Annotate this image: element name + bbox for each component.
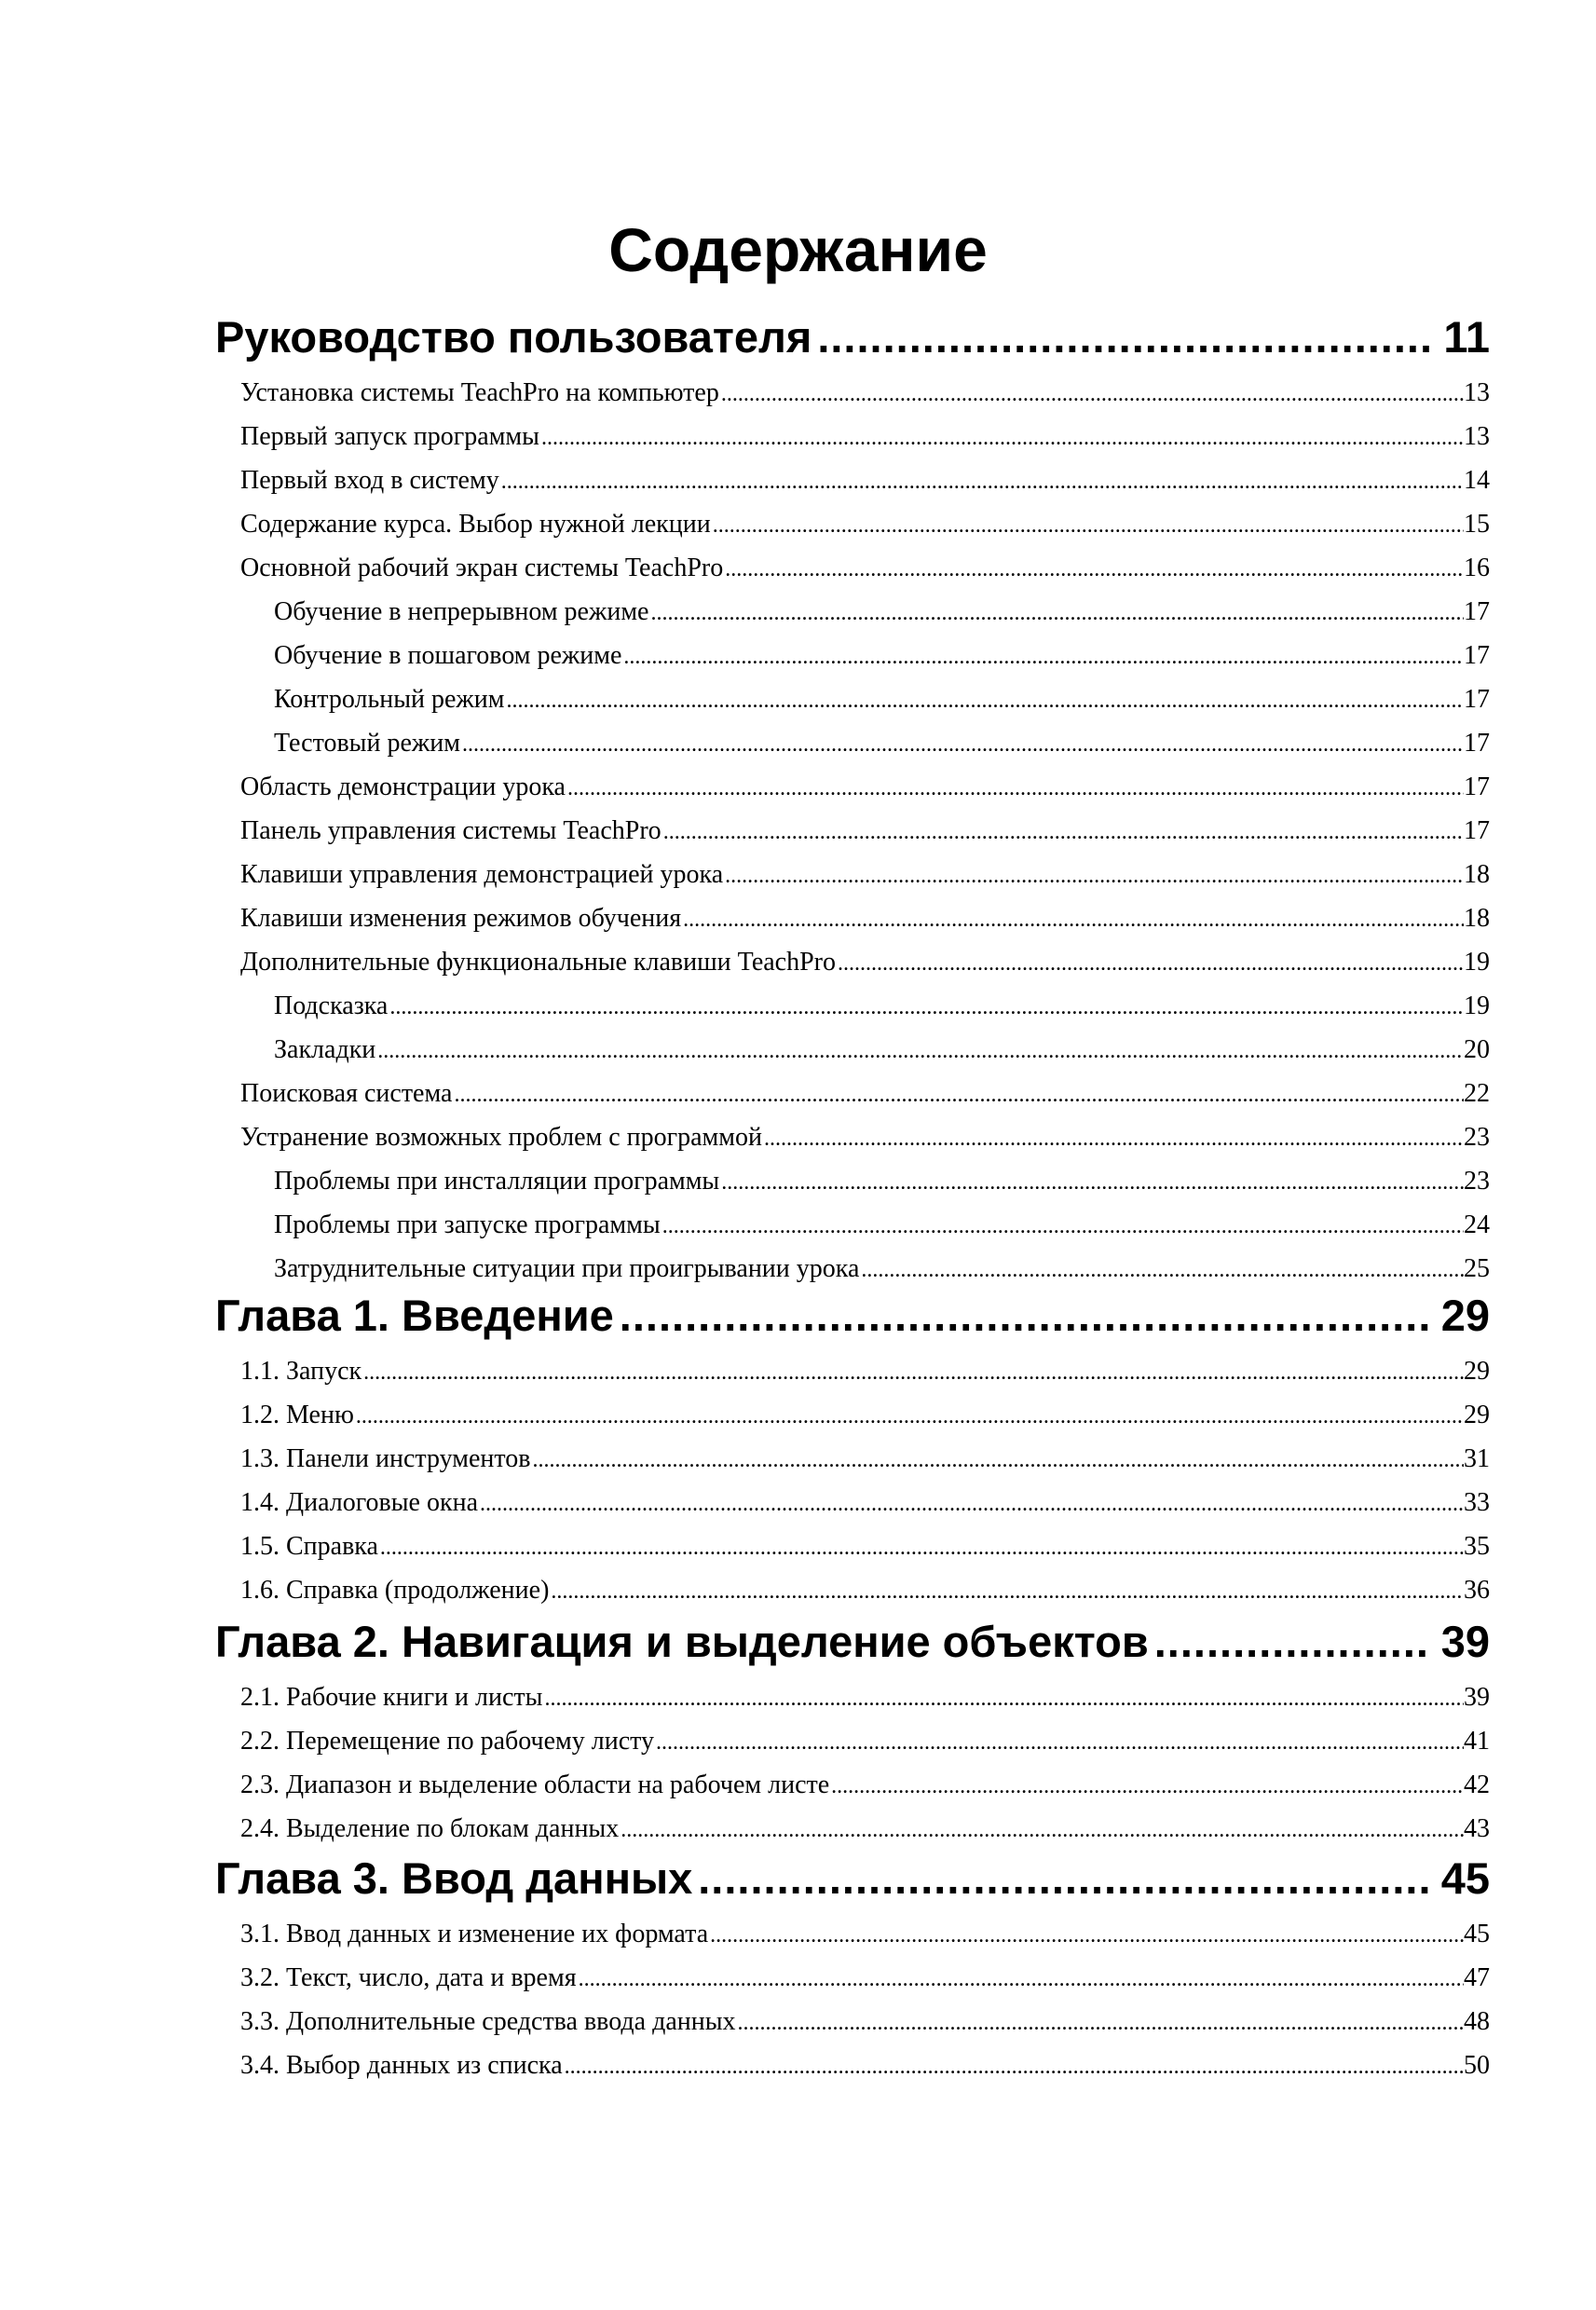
dot-leader bbox=[721, 375, 1464, 413]
toc-entry[interactable] bbox=[274, 1032, 1490, 1069]
dot-leader bbox=[1154, 1614, 1428, 1670]
toc-page-number: 42 bbox=[1464, 1770, 1490, 1799]
toc-entry-label: Глава 1. Введение bbox=[215, 1291, 614, 1340]
toc-entry-label: Основной рабочий экран системы TeachPro bbox=[240, 554, 724, 582]
toc-page-number: 19 bbox=[1464, 991, 1490, 1020]
toc-entry-label: Проблемы при инсталляции программы bbox=[274, 1167, 720, 1196]
toc-entry-label: Первый вход в систему bbox=[240, 466, 499, 495]
toc-entry[interactable] bbox=[240, 462, 1490, 499]
chapter-heading[interactable] bbox=[215, 309, 1490, 365]
toc-page-number: 16 bbox=[1464, 554, 1490, 582]
toc-page-number: 29 bbox=[1440, 1291, 1490, 1340]
toc-page-number: 31 bbox=[1464, 1444, 1490, 1473]
dot-leader bbox=[663, 813, 1464, 851]
toc-entry-label: 2.1. Рабочие книги и листы bbox=[240, 1683, 543, 1712]
dot-leader bbox=[544, 1679, 1464, 1717]
toc-entry-label: Содержание курса. Выбор нужной лекции bbox=[240, 510, 711, 539]
toc-entry[interactable] bbox=[240, 769, 1490, 806]
dot-leader bbox=[817, 309, 1430, 365]
toc-entry-label: Клавиши управления демонстрацией урока bbox=[240, 860, 724, 889]
dot-leader bbox=[764, 1119, 1464, 1157]
toc-entry[interactable] bbox=[274, 594, 1490, 631]
toc-entry[interactable] bbox=[240, 1960, 1490, 1997]
chapter-heading[interactable] bbox=[215, 1614, 1490, 1670]
toc-entry[interactable] bbox=[240, 506, 1490, 543]
toc-entry[interactable] bbox=[240, 856, 1490, 894]
toc-entry-label: Поисковая система bbox=[240, 1079, 453, 1108]
toc-page-number: 17 bbox=[1464, 729, 1490, 758]
toc-entry[interactable] bbox=[274, 988, 1490, 1025]
dot-leader bbox=[579, 1960, 1464, 1998]
toc-page-number: 35 bbox=[1464, 1532, 1490, 1561]
dot-leader bbox=[831, 1767, 1464, 1805]
toc-entry-label: 3.2. Текст, число, дата и время bbox=[240, 1963, 577, 1992]
toc-entry-label: Тестовый режим bbox=[274, 729, 460, 758]
dot-leader bbox=[698, 1851, 1427, 1907]
toc-entry-label: 1.2. Меню bbox=[240, 1401, 354, 1429]
dot-leader bbox=[380, 1528, 1464, 1566]
toc-page-number: 20 bbox=[1464, 1035, 1490, 1064]
dot-leader bbox=[377, 1032, 1464, 1070]
toc-page-number: 29 bbox=[1464, 1357, 1490, 1386]
dot-leader bbox=[506, 681, 1464, 719]
toc-page-number: 15 bbox=[1464, 510, 1490, 539]
dot-leader bbox=[656, 1723, 1464, 1761]
toc-entry[interactable] bbox=[240, 1353, 1490, 1390]
page-title: Содержание bbox=[608, 215, 988, 284]
toc-entry-label: Панель управления системы TeachPro bbox=[240, 816, 662, 845]
dot-leader bbox=[738, 2003, 1464, 2042]
toc-page-number: 18 bbox=[1464, 860, 1490, 889]
dot-leader bbox=[541, 418, 1464, 457]
toc-page-number: 23 bbox=[1464, 1123, 1490, 1152]
dot-leader bbox=[725, 856, 1464, 895]
dot-leader bbox=[356, 1397, 1464, 1435]
toc-entry-label: Подсказка bbox=[274, 991, 389, 1020]
toc-entry[interactable] bbox=[240, 1811, 1490, 1848]
toc-entry[interactable] bbox=[240, 1075, 1490, 1113]
toc-entry[interactable] bbox=[274, 637, 1490, 675]
toc-entry[interactable] bbox=[274, 1163, 1490, 1200]
toc-entry[interactable] bbox=[240, 1767, 1490, 1804]
toc-page-number: 17 bbox=[1464, 772, 1490, 801]
toc-entry-label: 2.4. Выделение по блокам данных bbox=[240, 1814, 620, 1843]
toc-page-number: 25 bbox=[1464, 1254, 1490, 1283]
dot-leader bbox=[721, 1163, 1464, 1201]
toc-entry-label: Клавиши изменения режимов обучения bbox=[240, 904, 682, 933]
dot-leader bbox=[462, 725, 1464, 763]
dot-leader bbox=[623, 637, 1464, 676]
dot-leader bbox=[567, 769, 1464, 807]
dot-leader bbox=[532, 1441, 1464, 1479]
toc-entry-label: Проблемы при запуске программы bbox=[274, 1210, 661, 1239]
chapter-heading[interactable] bbox=[215, 1851, 1490, 1907]
toc-entry[interactable] bbox=[240, 1119, 1490, 1156]
toc-entry[interactable] bbox=[240, 1916, 1490, 1953]
toc-entry-label: 1.5. Справка bbox=[240, 1532, 378, 1561]
dot-leader bbox=[389, 988, 1464, 1026]
toc-page-number: 33 bbox=[1464, 1488, 1490, 1517]
toc-entry-label: 1.4. Диалоговые окна bbox=[240, 1488, 478, 1517]
toc-entry-label: 2.2. Перемещение по рабочему листу bbox=[240, 1727, 655, 1756]
toc-page-number: 45 bbox=[1440, 1853, 1490, 1903]
toc-entry[interactable] bbox=[240, 1397, 1490, 1434]
toc-page-number: 14 bbox=[1464, 466, 1490, 495]
toc-entry[interactable] bbox=[240, 944, 1490, 981]
toc-entry[interactable] bbox=[240, 2003, 1490, 2041]
toc-entry-label: Глава 3. Ввод данных bbox=[215, 1853, 693, 1903]
toc-entry-label: 1.3. Панели инструментов bbox=[240, 1444, 531, 1473]
dot-leader bbox=[501, 462, 1464, 500]
toc-page-number: 18 bbox=[1464, 904, 1490, 933]
toc-entry[interactable] bbox=[240, 1679, 1490, 1716]
toc-entry[interactable] bbox=[240, 550, 1490, 587]
dot-leader bbox=[713, 506, 1464, 544]
toc-page-number: 11 bbox=[1443, 312, 1490, 362]
toc-page-number: 23 bbox=[1464, 1167, 1490, 1196]
dot-leader bbox=[621, 1811, 1464, 1849]
toc-entry-label: Закладки bbox=[274, 1035, 376, 1064]
toc-page-number: 41 bbox=[1464, 1727, 1490, 1756]
dot-leader bbox=[454, 1075, 1464, 1114]
dot-leader bbox=[861, 1251, 1464, 1289]
toc-page-number: 22 bbox=[1464, 1079, 1490, 1108]
dot-leader bbox=[662, 1207, 1464, 1245]
toc-entry[interactable] bbox=[240, 2047, 1490, 2084]
toc-entry[interactable] bbox=[274, 1251, 1490, 1288]
toc-page-number: 13 bbox=[1464, 422, 1490, 451]
toc-page-number: 17 bbox=[1464, 685, 1490, 714]
chapter-heading[interactable] bbox=[215, 1288, 1490, 1344]
dot-leader bbox=[565, 2047, 1464, 2085]
toc-entry[interactable] bbox=[240, 900, 1490, 937]
toc-page-number: 39 bbox=[1440, 1617, 1490, 1666]
toc-entry-label: 1.6. Справка (продолжение) bbox=[240, 1576, 550, 1605]
toc-page-number: 17 bbox=[1464, 816, 1490, 845]
toc-entry-label: Устранение возможных проблем с программой bbox=[240, 1123, 762, 1152]
toc-page-number: 13 bbox=[1464, 378, 1490, 407]
toc-entry[interactable] bbox=[274, 725, 1490, 762]
toc-entry-label: Установка системы TeachPro на компьютер bbox=[240, 378, 719, 407]
toc-entry-label: Глава 2. Навигация и выделение объектов bbox=[215, 1617, 1149, 1666]
toc-page-number: 48 bbox=[1464, 2007, 1490, 2036]
toc-entry-label: Затруднительные ситуации при проигрывании урока bbox=[274, 1254, 860, 1283]
toc-entry[interactable] bbox=[274, 1207, 1490, 1244]
toc-entry[interactable] bbox=[240, 1441, 1490, 1478]
toc-entry-label: Обучение в непрерывном режиме bbox=[274, 597, 649, 626]
toc-page-number: 43 bbox=[1464, 1814, 1490, 1843]
toc-entry[interactable] bbox=[240, 1723, 1490, 1760]
toc-entry-label: 3.3. Дополнительные средства ввода данных bbox=[240, 2007, 736, 2036]
toc-page-number: 19 bbox=[1464, 948, 1490, 977]
toc-entry-label: Обучение в пошаговом режиме bbox=[274, 641, 622, 670]
toc-page-number: 39 bbox=[1464, 1683, 1490, 1712]
toc-entry-label: 2.3. Диапазон и выделение области на рабочем листе bbox=[240, 1770, 830, 1799]
dot-leader bbox=[363, 1353, 1464, 1391]
toc-entry[interactable] bbox=[240, 375, 1490, 412]
toc-page-number: 29 bbox=[1464, 1401, 1490, 1429]
dot-leader bbox=[480, 1484, 1464, 1523]
dot-leader bbox=[710, 1916, 1464, 1954]
toc-entry-label: Область демонстрации урока bbox=[240, 772, 566, 801]
toc-page-number: 17 bbox=[1464, 597, 1490, 626]
toc-entry-label: Контрольный режим bbox=[274, 685, 505, 714]
dot-leader bbox=[650, 594, 1464, 632]
toc-entry[interactable] bbox=[240, 1528, 1490, 1565]
dot-leader bbox=[620, 1288, 1428, 1344]
toc-entry-label: 1.1. Запуск bbox=[240, 1357, 362, 1386]
dot-leader bbox=[551, 1572, 1464, 1610]
dot-leader bbox=[725, 550, 1464, 588]
toc-entry-label: 3.1. Ввод данных и изменение их формата bbox=[240, 1920, 709, 1948]
toc-page-number: 50 bbox=[1464, 2051, 1490, 2080]
toc-entry-label: Первый запуск программы bbox=[240, 422, 539, 451]
toc-entry[interactable] bbox=[240, 1572, 1490, 1609]
toc-page-number: 24 bbox=[1464, 1210, 1490, 1239]
toc-entry[interactable] bbox=[240, 418, 1490, 456]
toc-entry[interactable] bbox=[240, 813, 1490, 850]
toc-page-number: 45 bbox=[1464, 1920, 1490, 1948]
toc-page-number: 17 bbox=[1464, 641, 1490, 670]
toc-page-number: 36 bbox=[1464, 1576, 1490, 1605]
toc-entry-label: 3.4. Выбор данных из списка bbox=[240, 2051, 563, 2080]
toc-entry[interactable] bbox=[240, 1484, 1490, 1522]
toc-entry-label: Руководство пользователя bbox=[215, 312, 812, 362]
toc-entry[interactable] bbox=[274, 681, 1490, 718]
dot-leader bbox=[683, 900, 1464, 938]
dot-leader bbox=[838, 944, 1464, 982]
toc-page-number: 47 bbox=[1464, 1963, 1490, 1992]
toc-entry-label: Дополнительные функциональные клавиши TeachPro bbox=[240, 948, 836, 977]
